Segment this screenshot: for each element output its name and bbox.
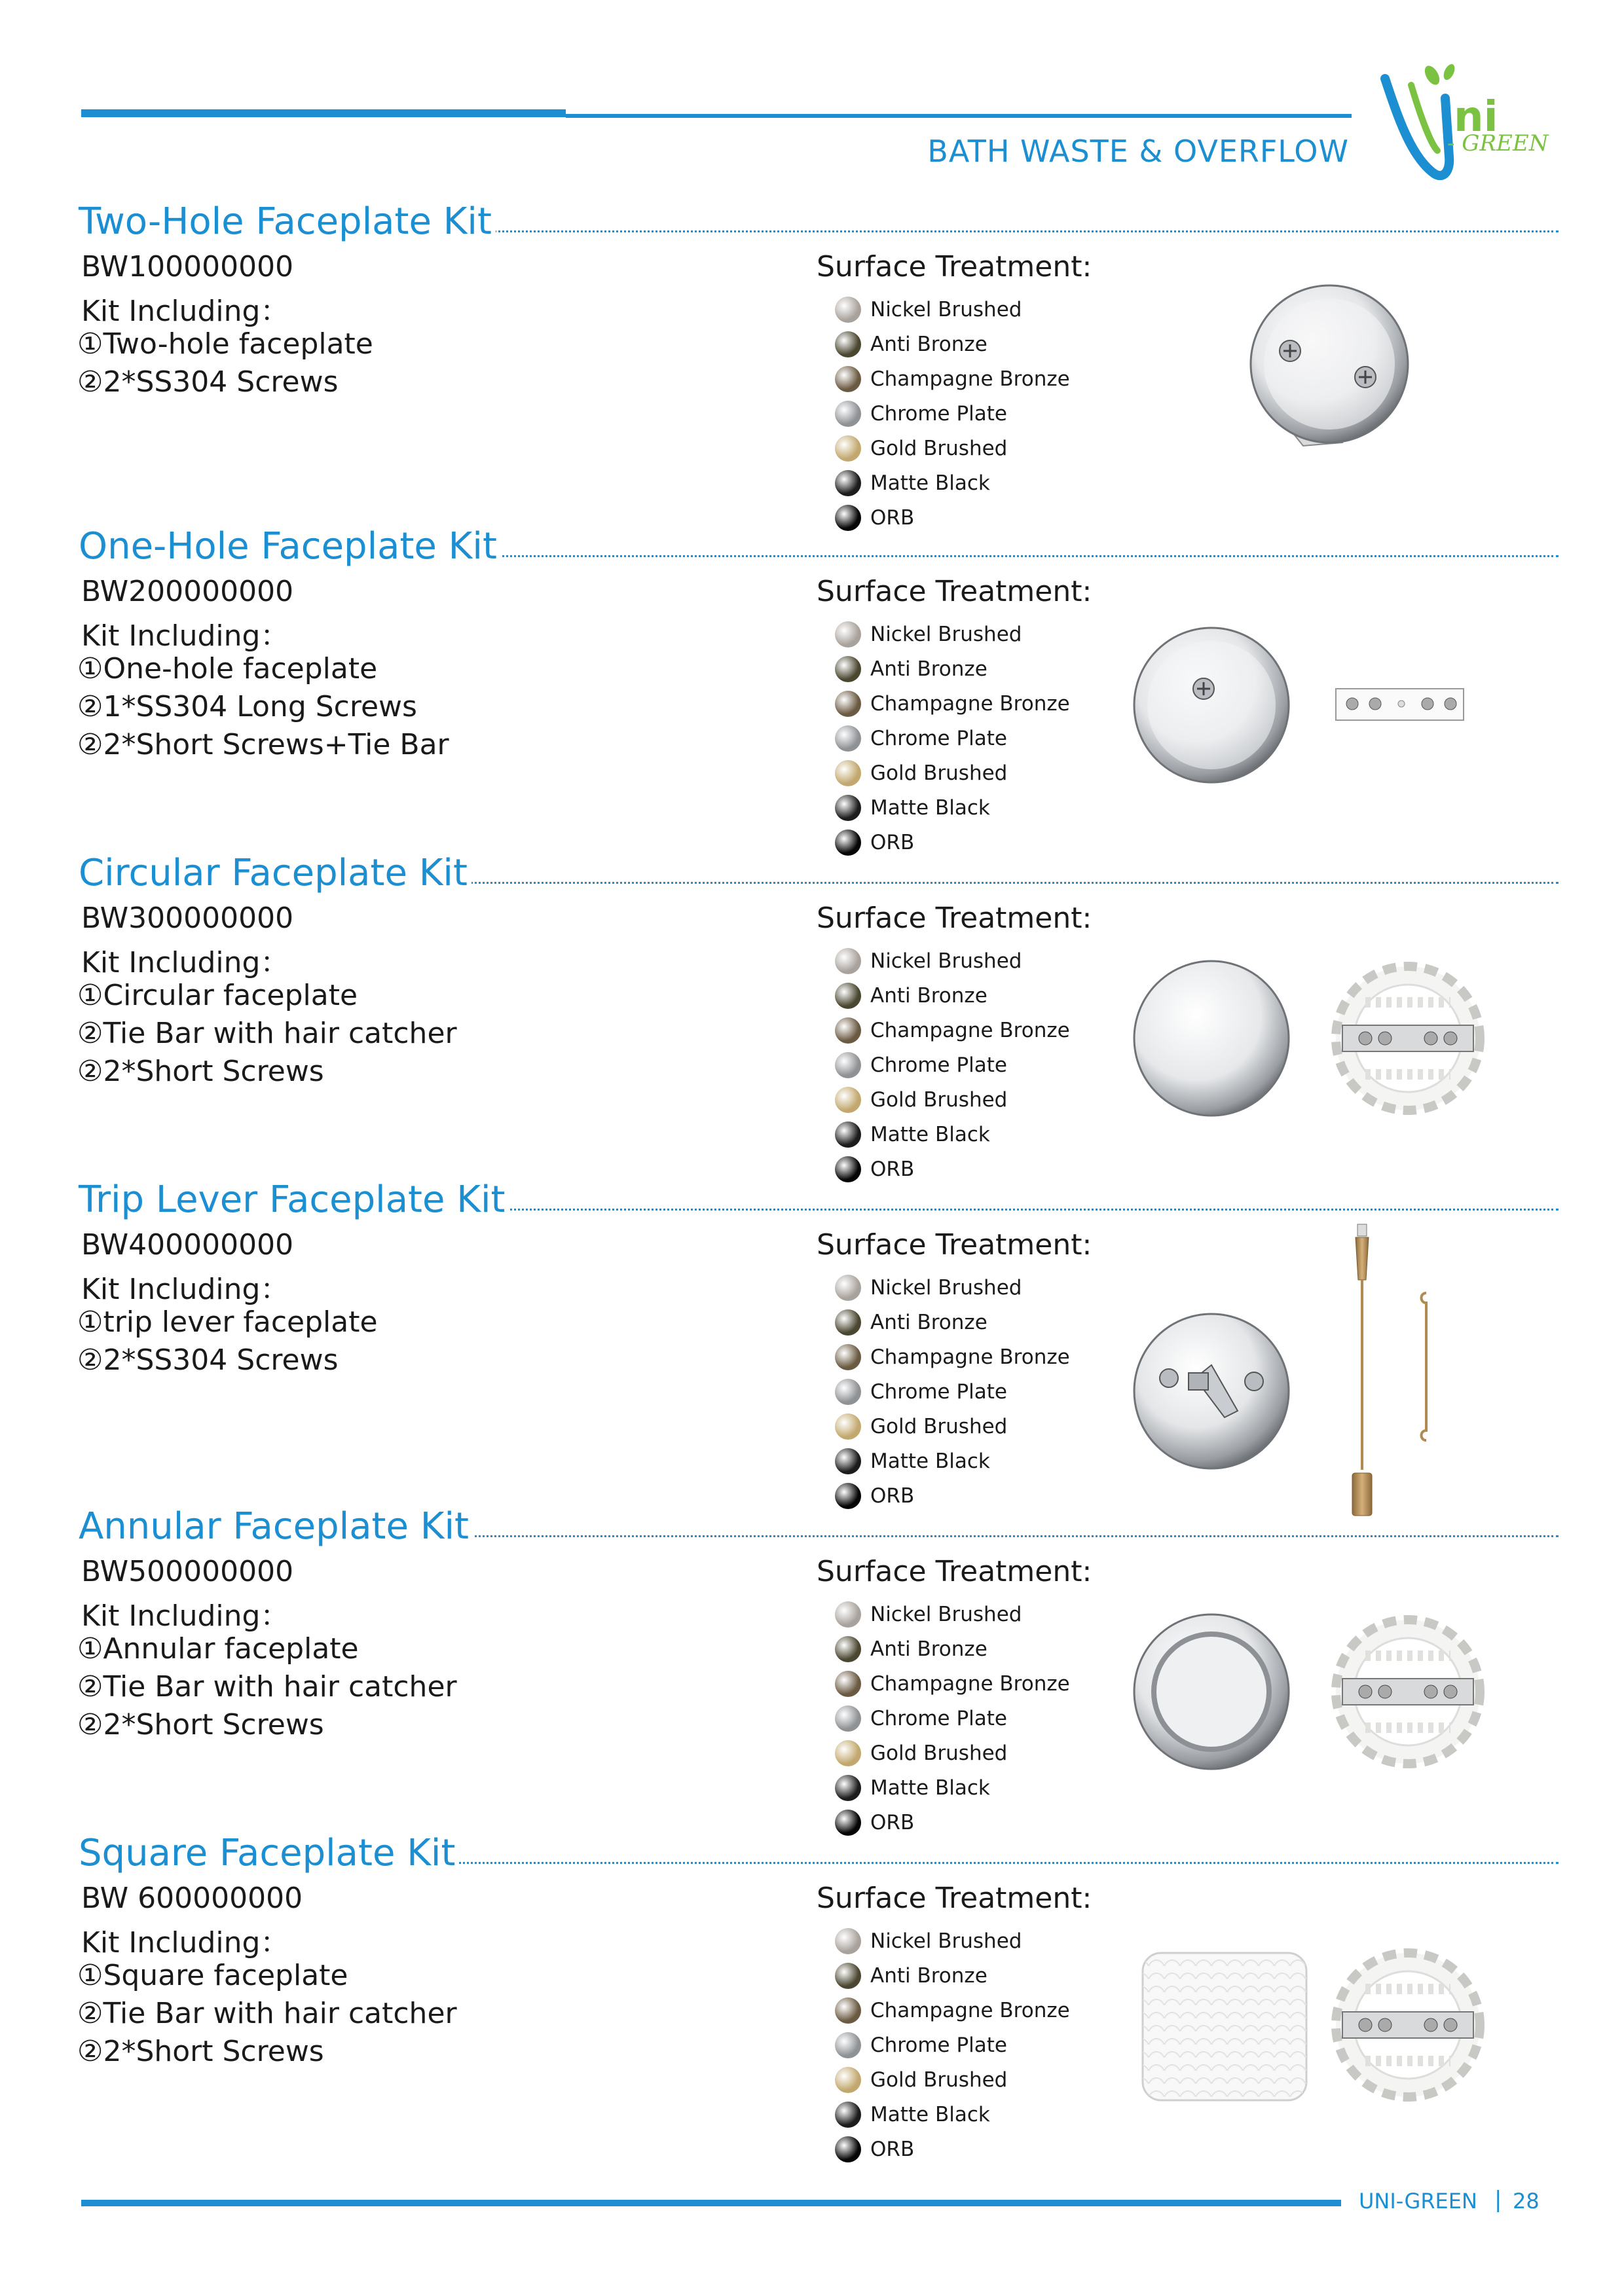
finish-swatch-icon <box>835 1963 861 1989</box>
finish-swatch-icon <box>835 795 861 821</box>
finish-swatch-icon <box>835 2032 861 2058</box>
finish-option <box>835 2028 1070 2062</box>
finish-swatch-icon <box>835 1705 861 1732</box>
surface-treatment-label: Surface Treatment: <box>817 1228 1092 1262</box>
footer-brand: UNI-GREEN <box>1359 2189 1477 2214</box>
finish-label: Anti Bronze <box>870 1310 987 1334</box>
kit-item: ②2*Short Screws <box>77 1708 324 1741</box>
finish-option <box>835 756 1070 790</box>
finish-option <box>835 1444 1070 1478</box>
finish-option <box>835 1048 1070 1082</box>
kit-item-list <box>77 1303 378 1379</box>
finish-label: Gold Brushed <box>870 1087 1008 1112</box>
product-section <box>0 852 1624 1179</box>
finish-label: Matte Black <box>870 1122 990 1146</box>
finish-swatch-list <box>835 617 1070 860</box>
finish-label: Gold Brushed <box>870 436 1008 460</box>
page-number: 28 <box>1513 2189 1540 2214</box>
section-title: Annular Faceplate Kit <box>79 1505 473 1548</box>
finish-swatch-icon <box>835 691 861 717</box>
finish-swatch-list <box>835 1597 1070 1840</box>
logo-text-sub: - GREEN <box>1447 130 1549 156</box>
trip-lever-faceplate-image <box>1126 1221 1480 1522</box>
finish-option <box>835 686 1070 721</box>
finish-label: Gold Brushed <box>870 1414 1008 1438</box>
footer-separator: | <box>1494 2187 1502 2213</box>
annular-faceplate-image <box>1126 1610 1493 1780</box>
finish-swatch-icon <box>835 331 861 357</box>
finish-option <box>835 1305 1070 1339</box>
finish-option <box>835 790 1070 825</box>
finish-option <box>835 2132 1070 2166</box>
section-title: Trip Lever Faceplate Kit <box>79 1178 509 1221</box>
surface-treatment-label: Surface Treatment: <box>817 575 1092 608</box>
finish-label: Anti Bronze <box>870 332 987 356</box>
product-section <box>0 1505 1624 1832</box>
finish-option <box>835 617 1070 651</box>
hair-catcher-tie-bar-icon <box>1336 1953 1480 2097</box>
finish-swatch-icon <box>835 983 861 1009</box>
finish-label: Anti Bronze <box>870 983 987 1008</box>
finish-label: Gold Brushed <box>870 2068 1008 2092</box>
kit-item: ②2*SS304 Screws <box>77 365 339 399</box>
finish-option <box>835 943 1070 978</box>
finish-swatch-icon <box>835 1740 861 1766</box>
kit-item: ②Tie Bar with hair catcher <box>77 1017 457 1050</box>
finish-label: Chrome Plate <box>870 726 1007 750</box>
product-code: BW500000000 <box>81 1555 294 1588</box>
product-code: BW 600000000 <box>81 1882 303 1915</box>
finish-option <box>835 465 1070 500</box>
kit-item: ②Tie Bar with hair catcher <box>77 1997 457 2030</box>
finish-label: Nickel Brushed <box>870 622 1022 646</box>
kit-item: ①Square faceplate <box>77 1959 348 1992</box>
product-section <box>0 525 1624 852</box>
finish-label: Champagne Bronze <box>870 1345 1070 1369</box>
finish-label: ORB <box>870 2137 915 2161</box>
finish-option <box>835 1013 1070 1048</box>
finish-swatch-icon <box>835 366 861 392</box>
finish-swatch-icon <box>835 2067 861 2093</box>
finish-option <box>835 1958 1070 1993</box>
kit-including-label: Kit Including： <box>81 1599 289 1633</box>
kit-including-label: Kit Including： <box>81 295 289 328</box>
surface-treatment-label: Surface Treatment: <box>817 250 1092 283</box>
header-accent-bar-thick <box>81 109 566 117</box>
surface-treatment-label: Surface Treatment: <box>817 902 1092 935</box>
finish-option <box>835 1666 1070 1701</box>
kit-item-list <box>77 650 449 764</box>
finish-option <box>835 1082 1070 1117</box>
finish-option <box>835 978 1070 1013</box>
section-title: Two-Hole Faceplate Kit <box>79 200 496 243</box>
product-code: BW200000000 <box>81 575 294 608</box>
finish-swatch-icon <box>835 1448 861 1474</box>
finish-swatch-list <box>835 1923 1070 2166</box>
kit-item: ①Annular faceplate <box>77 1632 359 1666</box>
finish-swatch-icon <box>835 948 861 974</box>
finish-swatch-icon <box>835 1636 861 1662</box>
kit-item: ②2*SS304 Screws <box>77 1343 339 1377</box>
finish-swatch-icon <box>835 401 861 427</box>
finish-label: Gold Brushed <box>870 1741 1008 1765</box>
finish-option <box>835 1117 1070 1152</box>
finish-label: Matte Black <box>870 1776 990 1800</box>
finish-option <box>835 1409 1070 1444</box>
finish-option <box>835 1701 1070 1736</box>
finish-label: ORB <box>870 505 915 530</box>
section-title: Circular Faceplate Kit <box>79 852 471 894</box>
finish-label: Champagne Bronze <box>870 1018 1070 1042</box>
finish-option <box>835 1339 1070 1374</box>
finish-option <box>835 721 1070 756</box>
finish-swatch-icon <box>835 1601 861 1628</box>
finish-label: ORB <box>870 1810 915 1834</box>
finish-swatch-icon <box>835 435 861 462</box>
finish-swatch-list <box>835 292 1070 535</box>
finish-swatch-icon <box>835 1309 861 1336</box>
finish-option <box>835 396 1070 431</box>
finish-swatch-list <box>835 1270 1070 1513</box>
finish-option <box>835 361 1070 396</box>
kit-item: ②2*Short Screws <box>77 2035 324 2068</box>
finish-label: Matte Black <box>870 471 990 495</box>
finish-swatch-icon <box>835 1379 861 1405</box>
finish-label: Nickel Brushed <box>870 297 1022 321</box>
kit-item: ①trip lever faceplate <box>77 1305 378 1339</box>
two-hole-faceplate-image <box>1238 279 1421 456</box>
section-title: One-Hole Faceplate Kit <box>79 525 501 568</box>
finish-label: Chrome Plate <box>870 1053 1007 1077</box>
kit-including-label: Kit Including： <box>81 1926 289 1959</box>
product-section <box>0 1832 1624 2159</box>
finish-option <box>835 2097 1070 2132</box>
finish-swatch-icon <box>835 1775 861 1801</box>
finish-label: Chrome Plate <box>870 401 1007 426</box>
finish-swatch-icon <box>835 297 861 323</box>
surface-treatment-label: Surface Treatment: <box>817 1555 1092 1588</box>
finish-swatch-icon <box>835 470 861 496</box>
finish-swatch-list <box>835 943 1070 1186</box>
kit-including-label: Kit Including： <box>81 619 289 653</box>
finish-option <box>835 1374 1070 1409</box>
finish-label: Chrome Plate <box>870 1379 1007 1404</box>
finish-swatch-icon <box>835 1671 861 1697</box>
product-code: BW100000000 <box>81 250 294 283</box>
section-title: Square Faceplate Kit <box>79 1832 459 1874</box>
finish-label: Matte Black <box>870 1449 990 1473</box>
finish-label: ORB <box>870 1484 915 1508</box>
finish-label: Champagne Bronze <box>870 1998 1070 2022</box>
kit-item: ②Tie Bar with hair catcher <box>77 1670 457 1704</box>
finish-swatch-icon <box>835 2102 861 2128</box>
finish-label: Nickel Brushed <box>870 1929 1022 1953</box>
finish-label: Anti Bronze <box>870 1963 987 1988</box>
uni-green-logo <box>1372 59 1562 190</box>
product-code: BW400000000 <box>81 1228 294 1262</box>
logo-text-main: ni <box>1454 93 1498 141</box>
finish-option <box>835 292 1070 327</box>
finish-option <box>835 327 1070 361</box>
square-faceplate-image <box>1133 1940 1493 2110</box>
finish-label: Chrome Plate <box>870 2033 1007 2057</box>
finish-swatch-icon <box>835 2136 861 2162</box>
finish-swatch-icon <box>835 1121 861 1148</box>
finish-option <box>835 2062 1070 2097</box>
surface-treatment-label: Surface Treatment: <box>817 1882 1092 1915</box>
finish-label: Champagne Bronze <box>870 691 1070 716</box>
finish-option <box>835 1923 1070 1958</box>
product-section <box>0 200 1624 528</box>
kit-item: ①Circular faceplate <box>77 979 358 1012</box>
kit-item: ②2*Short Screws <box>77 1055 324 1088</box>
finish-swatch-icon <box>835 760 861 786</box>
kit-including-label: Kit Including： <box>81 946 289 979</box>
kit-item-list <box>77 1630 457 1744</box>
kit-item: ②2*Short Screws+Tie Bar <box>77 728 449 761</box>
hair-catcher-tie-bar-icon <box>1336 1620 1480 1764</box>
finish-swatch-icon <box>835 621 861 647</box>
finish-label: ORB <box>870 830 915 854</box>
finish-swatch-icon <box>835 1052 861 1078</box>
kit-item: ①One-hole faceplate <box>77 652 378 685</box>
finish-label: Gold Brushed <box>870 761 1008 785</box>
finish-label: Anti Bronze <box>870 657 987 681</box>
finish-option <box>835 431 1070 465</box>
finish-option <box>835 1736 1070 1770</box>
kit-item-list <box>77 325 373 401</box>
finish-label: Nickel Brushed <box>870 949 1022 973</box>
finish-option <box>835 1270 1070 1305</box>
kit-item-list <box>77 1957 457 2071</box>
page-category-title: BATH WASTE & OVERFLOW <box>927 134 1349 169</box>
finish-swatch-icon <box>835 1275 861 1301</box>
finish-swatch-icon <box>835 1413 861 1440</box>
finish-option <box>835 651 1070 686</box>
finish-label: Nickel Brushed <box>870 1275 1022 1300</box>
finish-label: Nickel Brushed <box>870 1602 1022 1626</box>
product-section <box>0 1178 1624 1506</box>
hair-catcher-tie-bar-icon <box>1336 966 1480 1110</box>
finish-swatch-icon <box>835 725 861 752</box>
kit-item-list <box>77 977 457 1091</box>
header-accent-bar-thin <box>566 114 1352 118</box>
finish-label: Champagne Bronze <box>870 1671 1070 1696</box>
product-code: BW300000000 <box>81 902 294 935</box>
footer-accent-bar <box>81 2200 1341 2206</box>
finish-label: Matte Black <box>870 2102 990 2126</box>
finish-label: Matte Black <box>870 795 990 820</box>
finish-label: Anti Bronze <box>870 1637 987 1661</box>
kit-item: ②1*SS304 Long Screws <box>77 690 417 723</box>
finish-option <box>835 1597 1070 1631</box>
finish-swatch-icon <box>835 1344 861 1370</box>
one-hole-faceplate-image <box>1126 623 1480 787</box>
finish-label: Chrome Plate <box>870 1706 1007 1730</box>
finish-swatch-icon <box>835 1017 861 1044</box>
finish-option <box>835 1993 1070 2028</box>
finish-label: ORB <box>870 1157 915 1181</box>
finish-swatch-icon <box>835 1928 861 1954</box>
finish-option <box>835 1770 1070 1805</box>
finish-swatch-icon <box>835 656 861 682</box>
circular-faceplate-image <box>1126 957 1493 1127</box>
finish-label: Champagne Bronze <box>870 367 1070 391</box>
kit-including-label: Kit Including： <box>81 1273 289 1306</box>
finish-swatch-icon <box>835 1087 861 1113</box>
finish-option <box>835 1631 1070 1666</box>
finish-swatch-icon <box>835 1997 861 2024</box>
kit-item: ①Two-hole faceplate <box>77 327 373 361</box>
